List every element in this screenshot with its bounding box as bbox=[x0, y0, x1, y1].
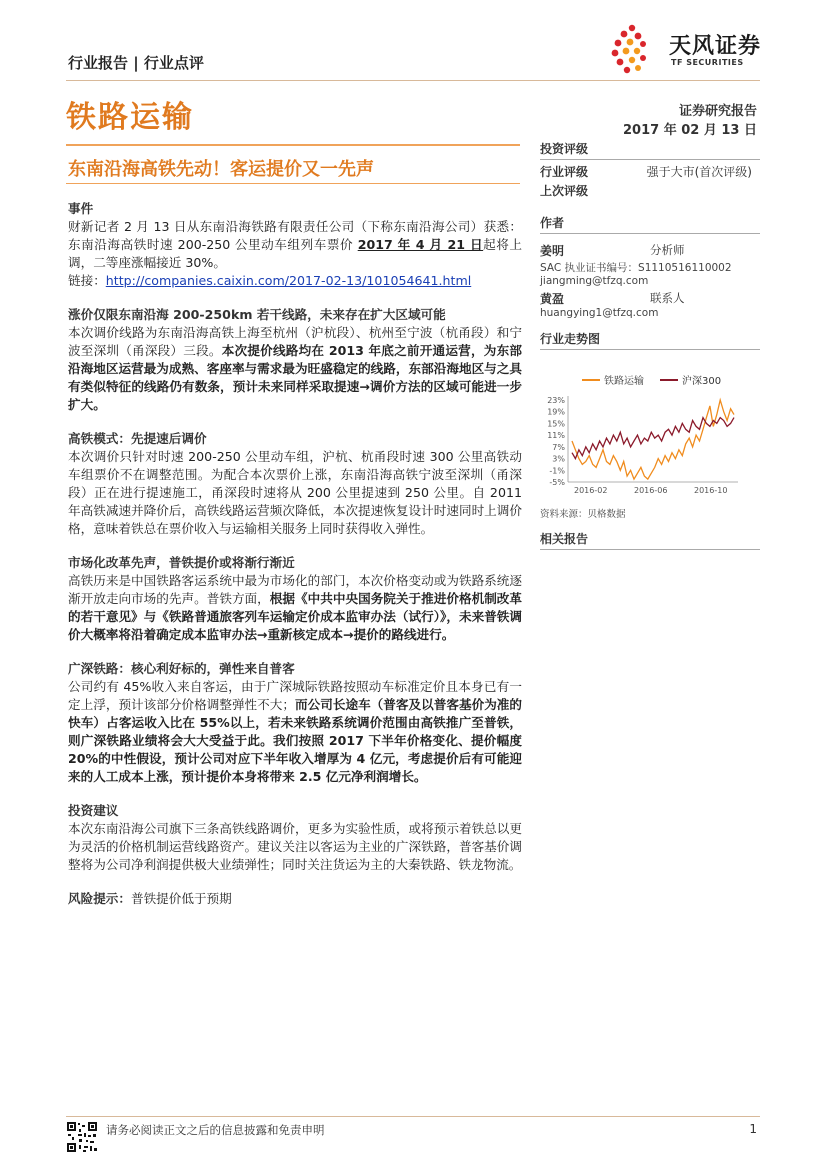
title-rule-top bbox=[66, 144, 520, 146]
author-2 bbox=[540, 290, 760, 307]
text: 普铁提价低于预期 bbox=[130, 891, 232, 906]
section-heading: 市场化改革先声，普铁提价或将渐行渐近 bbox=[68, 555, 295, 570]
series-line bbox=[572, 400, 734, 479]
related-block bbox=[540, 530, 760, 550]
section-5 bbox=[68, 802, 522, 874]
paragraph bbox=[68, 572, 522, 644]
author-heading: 作者 bbox=[540, 214, 760, 234]
footer-divider bbox=[66, 1116, 760, 1117]
risk-heading: 风险提示： bbox=[68, 891, 131, 906]
section-4 bbox=[68, 660, 522, 786]
event-section bbox=[68, 200, 522, 290]
main-body bbox=[68, 200, 522, 908]
author-role: 分析师 bbox=[650, 243, 685, 257]
text-bold: 而公司长途车（普客及以普客基价为准的快车）占客运收入比在 55%以上，若未来铁路系统调价范围由高铁推广至普铁，则广深铁路业绩将会大大受益于此。我们按照 2017 下半年价格变化、提价幅度 20%的中性假设，预计公司对应下半年收入增厚为 4 亿元，考虑提价后有可能迎来的人工成本上涨，预计提价本身将带来 2.5 亿元净利润增长。 bbox=[68, 697, 523, 784]
report-type: 行业报告 | 行业点评 bbox=[68, 54, 204, 72]
text-bold: 根据《中共中央国务院关于推进价格机制改革的若干意见》与《铁路普通旅客列车运输定价成本监审办法（试行）》，未来普铁调价大概率将沿着确定成本监审办法→重新核定成本→提价的路线进行。 bbox=[68, 591, 523, 642]
author-name: 黄盈 bbox=[540, 292, 565, 306]
footer-disclaimer: 请务必阅读正文之后的信息披露和免责申明 bbox=[106, 1123, 325, 1137]
x-tick-label: 2016-02 bbox=[574, 486, 608, 495]
brand-name-en: TF SECURITIES bbox=[671, 58, 744, 67]
industry-rating-value: 强于大市(首次评级) bbox=[646, 165, 752, 179]
paragraph bbox=[68, 324, 522, 414]
section-3 bbox=[68, 554, 522, 644]
industry-rating-row bbox=[540, 163, 760, 182]
series-line bbox=[572, 418, 734, 459]
section-heading: 广深铁路：核心利好标的，弹性来自普客 bbox=[68, 661, 295, 676]
rating-heading: 投资评级 bbox=[540, 140, 760, 160]
brand-name: 天风证券 bbox=[669, 34, 762, 59]
section-heading: 涨价仅限东南沿海 200-250km 若干线路，未来存在扩大区域可能 bbox=[68, 307, 446, 322]
text: 高铁历来是中国铁路客运系统中最为市场化的部门，本次价格变动或为铁路系统逐渐开放走向市场的先声。普铁方面， bbox=[68, 573, 522, 606]
report-title: 东南沿海高铁先动！客运提价又一先声 bbox=[68, 159, 374, 180]
source-link[interactable]: http://companies.caixin.com/2017-02-13/101054641.html bbox=[105, 273, 472, 288]
y-tick-label: -5% bbox=[549, 478, 565, 487]
text: 本次调价线路为东南沿海高铁上海至杭州（沪杭段）、杭州至宁波（杭甬段）和宁波至深圳（甬深段）三段。 bbox=[68, 325, 522, 358]
section-heading: 事件 bbox=[68, 201, 94, 216]
legend-label: 沪深300 bbox=[682, 376, 722, 387]
page-number: 1 bbox=[749, 1122, 757, 1136]
paragraph: 本次调价只针对时速 200-250 公里动车组，沪杭、杭甬段时速 300 公里高铁动车组票价不在调整范围。为配合本次票价上涨，东南沿海高铁宁波至深圳（甬深段）正在进行提速施工，甬深段时速将从 200 公里提速到 250 公里。自 2011 年高铁减速并降价后，高铁线路运营频次降低，本次提速恢复设计时速同时上调价格，意味着铁总在票价收入与运输相关服务上同时获得收入弹性。 bbox=[68, 449, 522, 536]
prev-rating-row bbox=[540, 182, 760, 201]
effective-date: 2017 年 4 月 21 日 bbox=[357, 237, 484, 252]
report-date: 2017 年 02 月 13 日 bbox=[623, 123, 757, 138]
rating-block bbox=[540, 140, 760, 201]
section-2 bbox=[68, 430, 522, 538]
paragraph bbox=[68, 272, 522, 290]
related-heading: 相关报告 bbox=[540, 530, 760, 550]
paragraph: 本次东南沿海公司旗下三条高铁线路调价，更多为实验性质，或将预示着铁总以更为灵活的价格机制运营线路资产。建议关注以客运为主业的广深铁路，普客基价调整将为公司净利润提供极大业绩弹性；同时关注货运为主的大秦铁路、铁龙物流。 bbox=[68, 821, 522, 872]
report-kind: 证券研究报告 bbox=[678, 104, 757, 119]
qr-code-icon bbox=[66, 1121, 98, 1153]
industry-title: 铁路运输 bbox=[66, 100, 194, 135]
text: 公司约有 45%收入来自客运，由于广深城际铁路按照动车标准定价且本身已有一定上浮，预计该部分价格调整弹性不大； bbox=[68, 679, 522, 712]
text: 财新记者 2 月 13 日从东南沿海铁路有限责任公司（下称东南沿海公司）获悉：东南沿海高铁时速 200-250 公里动车组列车票价 bbox=[68, 219, 522, 252]
trend-heading: 行业走势图 bbox=[540, 330, 760, 350]
author-1 bbox=[540, 242, 760, 259]
y-tick-label: 3% bbox=[552, 454, 565, 464]
label: 上次评级 bbox=[540, 184, 589, 198]
trend-block bbox=[540, 330, 760, 520]
legend-label: 铁路运输 bbox=[604, 376, 644, 387]
y-tick-label: -1% bbox=[549, 466, 565, 476]
label: 行业评级 bbox=[540, 165, 589, 179]
y-tick-label: 15% bbox=[547, 419, 565, 429]
chart-source: 资料来源：贝格数据 bbox=[540, 509, 626, 520]
section-6 bbox=[68, 890, 522, 908]
x-tick-label: 2016-10 bbox=[694, 486, 728, 495]
section-heading: 投资建议 bbox=[68, 803, 119, 818]
author-name: 姜明 bbox=[540, 244, 565, 258]
header-divider bbox=[66, 80, 760, 81]
trend-chart bbox=[540, 354, 760, 504]
author-license: SAC 执业证书编号：S1110516110002 bbox=[540, 262, 732, 274]
author-role: 联系人 bbox=[650, 291, 685, 305]
y-tick-label: 7% bbox=[552, 442, 565, 452]
section-heading: 高铁模式：先提速后调价 bbox=[68, 431, 207, 446]
y-tick-label: 19% bbox=[547, 407, 565, 417]
text: 起将上调，二等座涨幅接近 30%。 bbox=[68, 237, 523, 270]
y-tick-label: 23% bbox=[547, 396, 565, 405]
author-email[interactable]: jiangming@tfzq.com bbox=[540, 275, 649, 287]
paragraph bbox=[68, 678, 522, 786]
author-block bbox=[540, 214, 760, 319]
link-label: 链接： bbox=[68, 273, 106, 288]
x-tick-label: 2016-06 bbox=[634, 486, 668, 495]
paragraph bbox=[68, 218, 522, 272]
logo-dots-icon bbox=[612, 25, 646, 73]
title-rule-bottom bbox=[66, 183, 520, 184]
paragraph bbox=[68, 890, 522, 908]
text-bold: 本次提价线路均在 2013 年底之前开通运营，为东部沿海地区运营最为成熟、客座率与需求最为旺盛稳定的线路，东部沿海地区与之具有类似特征的线路仍有数条，预计未来同样采取提速→调价方法的区域可能进一步扩大。 bbox=[68, 343, 522, 412]
author-email[interactable]: huangying1@tfzq.com bbox=[540, 307, 659, 319]
y-tick-label: 11% bbox=[547, 431, 565, 441]
section-1 bbox=[68, 306, 522, 414]
